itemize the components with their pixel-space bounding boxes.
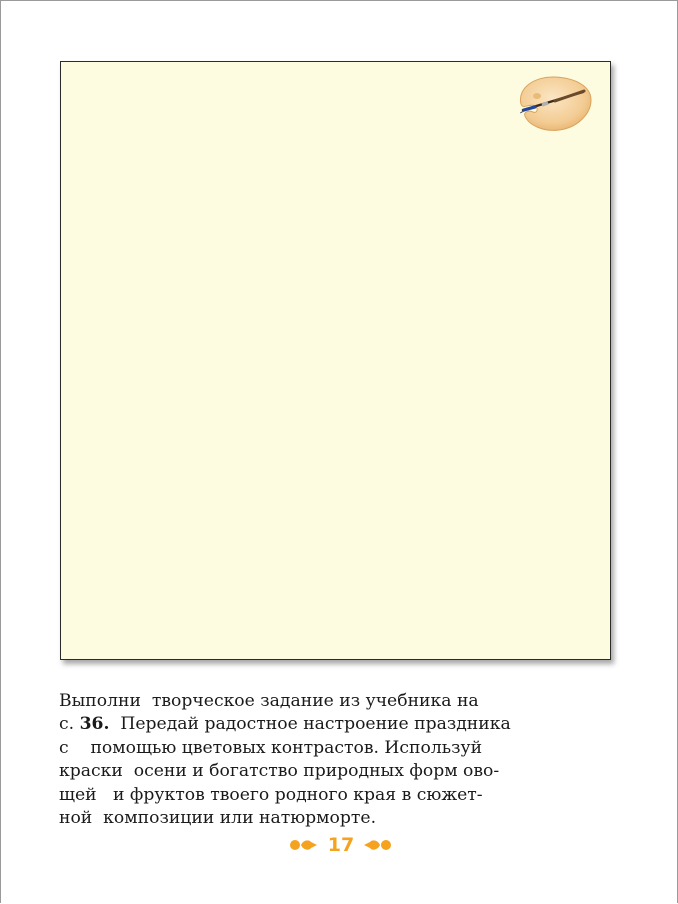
- palette-with-brush-icon: [515, 70, 595, 134]
- page-footer: [0, 832, 678, 858]
- task-line-5: щей и фруктов твоего родного края в сюжет-: [59, 784, 483, 805]
- task-line-3: с помощью цветовых контрастов. Используй: [59, 737, 483, 758]
- textbook-page-reference: 36.: [79, 714, 110, 735]
- task-line-2-prefix: с.: [59, 714, 80, 735]
- task-instructions: [59, 690, 559, 830]
- task-line-4: краски осени и богатство природных форм ово-: [59, 761, 500, 782]
- task-line-2-rest: Передай радостное настроение праздника: [109, 714, 511, 735]
- page-number: 17: [327, 834, 355, 856]
- right-ornament-icon: [362, 838, 392, 852]
- left-ornament-icon: [289, 838, 319, 852]
- task-line-6: ной композиции или натюрморте.: [59, 808, 377, 829]
- task-line-2: [59, 713, 559, 736]
- drawing-area[interactable]: [60, 61, 611, 660]
- task-line-1: Выполни творческое задание из учебника на: [59, 691, 479, 711]
